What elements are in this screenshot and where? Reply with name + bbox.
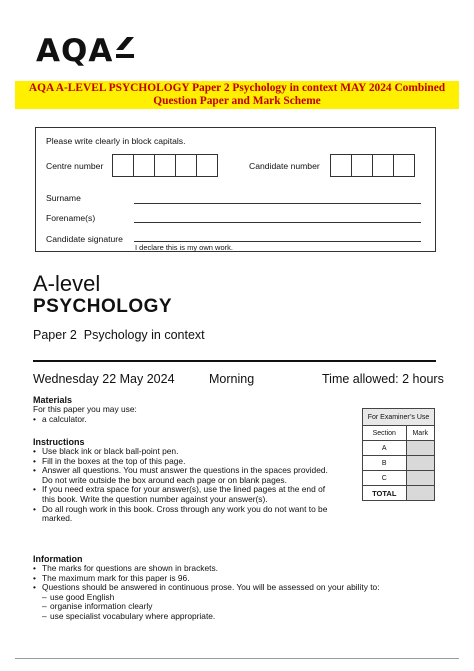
materials-heading: Materials xyxy=(33,395,73,405)
instructions-heading: Instructions xyxy=(33,437,85,447)
surname-line[interactable] xyxy=(134,203,421,204)
information-heading: Information xyxy=(33,554,83,564)
centre-number-boxes[interactable] xyxy=(112,154,218,177)
aqa-logo xyxy=(36,33,134,69)
paper-title xyxy=(33,328,205,342)
logo-text: AQA xyxy=(36,33,114,69)
instructions-list xyxy=(33,447,333,524)
candidate-number-label: Candidate number xyxy=(249,161,320,171)
section-column-header: Section xyxy=(363,426,407,441)
candidate-digit-box[interactable] xyxy=(372,154,394,177)
time-allowed: Time allowed: 2 hours xyxy=(322,372,444,386)
candidate-number-boxes[interactable] xyxy=(330,154,415,177)
list-item: • The maximum mark for this paper is 96. xyxy=(33,574,433,584)
centre-digit-box[interactable] xyxy=(133,154,155,177)
section-cell: C xyxy=(363,471,407,486)
signature-line[interactable] xyxy=(134,241,421,242)
divider xyxy=(33,360,436,362)
materials-list xyxy=(33,415,333,425)
candidate-digit-box[interactable] xyxy=(393,154,415,177)
title-banner xyxy=(15,81,459,109)
banner-line-2: Question Paper and Mark Scheme xyxy=(153,95,321,107)
paper-number: Paper 2 xyxy=(33,328,77,342)
materials-intro: For this paper you may use: xyxy=(33,404,137,414)
list-item: • a calculator. xyxy=(33,415,333,425)
section-cell: A xyxy=(363,441,407,456)
list-item: • Use black ink or black ball-point pen. xyxy=(33,447,333,457)
candidate-digit-box[interactable] xyxy=(330,154,352,177)
examiner-table-title: For Examiner’s Use xyxy=(363,409,435,426)
total-label: TOTAL xyxy=(363,486,407,501)
exam-date: Wednesday 22 May 2024 xyxy=(33,372,175,386)
logo-mark-icon xyxy=(116,37,134,59)
list-item: – use specialist vocabulary where appropriate. xyxy=(42,612,433,622)
exam-session: Morning xyxy=(209,372,255,386)
list-item: • Fill in the boxes at the top of this page. xyxy=(33,457,333,467)
list-item: • Questions should be answered in continuous prose. You will be assessed on your ability to: xyxy=(33,583,433,593)
forenames-label: Forename(s) xyxy=(46,213,96,223)
section-cell: B xyxy=(363,456,407,471)
forenames-line[interactable] xyxy=(134,222,421,223)
materials-section xyxy=(33,395,333,424)
mark-cell xyxy=(406,441,435,456)
list-item: • The marks for questions are shown in brackets. xyxy=(33,564,433,574)
list-item: • If you need extra space for your answer(s), use the lined pages at the end of this book. Write the question number against your answer(s). xyxy=(33,485,333,504)
block-capitals-instruction: Please write clearly in block capitals. xyxy=(46,136,186,146)
candidate-digit-box[interactable] xyxy=(351,154,373,177)
centre-number-label: Centre number xyxy=(46,161,104,171)
banner-line-1: AQA A-LEVEL PSYCHOLOGY Paper 2 Psychology in context MAY 2024 Combined xyxy=(28,82,446,94)
mark-cell xyxy=(406,471,435,486)
list-item: – use good English xyxy=(42,593,433,603)
mark-column-header: Mark xyxy=(406,426,435,441)
list-item: – organise information clearly xyxy=(42,602,433,612)
assessment-criteria-list xyxy=(33,593,433,622)
candidate-details-box xyxy=(35,127,436,252)
footer-divider xyxy=(15,658,459,659)
signature-label: Candidate signature xyxy=(46,234,123,244)
subject-title: PSYCHOLOGY xyxy=(33,296,173,317)
list-item: • Answer all questions. You must answer the questions in the spaces provided. Do not write outside the box around each page or on blank pages. xyxy=(33,466,333,485)
centre-digit-box[interactable] xyxy=(175,154,197,177)
centre-digit-box[interactable] xyxy=(196,154,218,177)
total-mark-cell xyxy=(406,486,435,501)
centre-digit-box[interactable] xyxy=(112,154,134,177)
list-item: • Do all rough work in this book. Cross through any work you do not want to be marked. xyxy=(33,505,333,524)
surname-label: Surname xyxy=(46,193,81,203)
information-list xyxy=(33,564,433,593)
declaration-text: I declare this is my own work. xyxy=(135,243,233,252)
qualification-level: A-level xyxy=(33,271,101,296)
centre-digit-box[interactable] xyxy=(154,154,176,177)
examiner-use-table xyxy=(362,408,435,501)
paper-name: Psychology in context xyxy=(83,328,205,342)
mark-cell xyxy=(406,456,435,471)
information-section xyxy=(33,554,433,622)
instructions-section xyxy=(33,437,333,524)
